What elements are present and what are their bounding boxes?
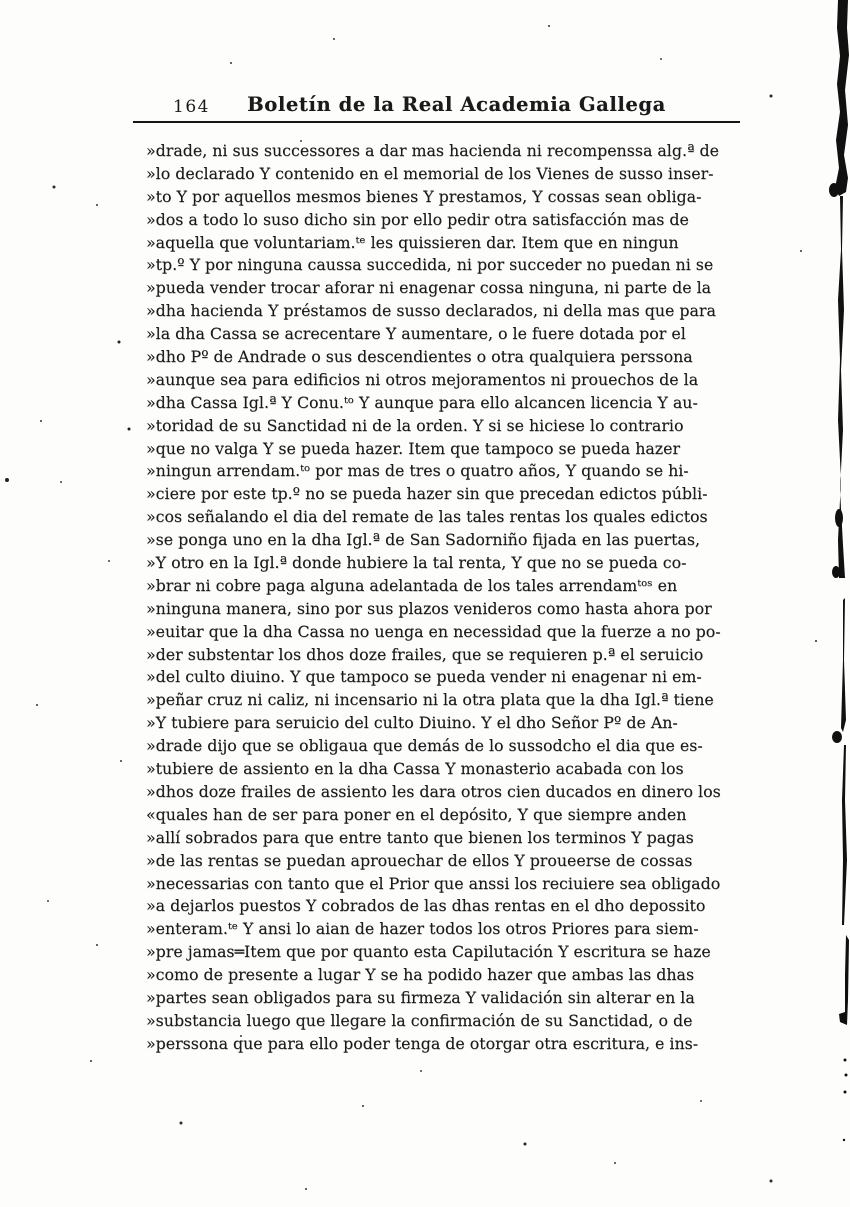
text-line: »dos a todo lo suso dicho sin por ello pedir otra satisfacción mas de (146, 209, 689, 229)
text-line: »Y otro en la Igl.ª donde hubiere la tal renta, Y que no se pueda co- (146, 553, 687, 573)
text-line: »Y tubiere para seruicio del culto Diuino. Y el dho Señor Pº de An- (146, 713, 678, 733)
text-line: »euitar que la dha Cassa no uenga en necessidad que la fuerze a no po- (146, 621, 721, 641)
text-line: »lo declarado Y contenido en el memorial de los Vienes de susso inser- (146, 163, 714, 183)
text-line: »pre jamas═Item que por quanto esta Capilutación Y escritura se haze (146, 942, 711, 962)
text-line: »allí sobrados para que entre tanto que bienen los terminos Y pagas (146, 827, 694, 847)
text-line: »drade dijo que se obligaua que demás de lo sussodcho el dia que es- (146, 736, 703, 756)
text-line: »del culto diuino. Y que tampoco se pueda vender ni enagenar ni em- (146, 667, 702, 687)
page-header (133, 93, 740, 121)
binding-edge-artifact (826, 0, 850, 1207)
text-line: »cos señalando el dia del remate de las tales rentas los quales edictos (146, 507, 708, 527)
text-line: »dha hacienda Y préstamos de susso declarados, ni della mas que para (146, 301, 716, 321)
text-line: »der substentar los dhos doze frailes, que se requieren p.ª el seruicio (146, 644, 704, 664)
text-line: »dhos doze frailes de assiento les dara otros cien ducados en dinero los (146, 781, 721, 801)
text-line: »drade, ni sus successores a dar mas hacienda ni recompenssa alg.ª de (146, 141, 719, 160)
text-line: »que no valga Y se pueda hazer. Item que tampoco se pueda hazer (146, 438, 681, 458)
text-line: »tubiere de assiento en la dha Cassa Y monasterio acabada con los (146, 759, 684, 779)
text-line: »brar ni cobre paga alguna adelantada de los tales arrendamᵗᵒˢ en (146, 575, 678, 595)
text-line: »toridad de su Sanctidad ni de la orden. Y si se hiciese lo contrario (146, 415, 684, 435)
text-line: »peñar cruz ni caliz, ni incensario ni la otra plata que la dha Igl.ª tiene (146, 690, 714, 710)
text-line: »ningun arrendam.ᵗᵒ por mas de tres o quatro años, Y quando se hi- (146, 461, 689, 481)
text-line: »de las rentas se puedan aprouechar de ellos Y proueerse de cossas (146, 850, 693, 870)
text-line: »dha Cassa Igl.ª Y Conu.ᵗᵒ Y aunque para ello alcancen licencia Y au- (146, 392, 698, 412)
scan-noise-specks (0, 0, 2, 2)
page-number: 164 (173, 97, 210, 117)
text-line: »tp.º Y por ninguna caussa succedida, ni por succeder no puedan ni se (146, 255, 714, 275)
text-line: »como de presente a lugar Y se ha podido hazer que ambas las dhas (146, 965, 695, 985)
header-title: Boletín de la Real Academia Gallega (247, 93, 666, 116)
text-line: »necessarias con tanto que el Prior que anssi los reciuiere sea obligado (146, 873, 721, 893)
text-line: »a dejarlos puestos Y cobrados de las dhas rentas en el dho depossito (146, 896, 706, 916)
text-line: »to Y por aquellos mesmos bienes Y prestamos, Y cossas sean obliga- (146, 186, 702, 206)
text-line: »la dha Cassa se acrecentare Y aumentare, o le fuere dotada por el (146, 324, 686, 344)
text-line: »substancia luego que llegare la confirmación de su Sanctidad, o de (146, 1010, 693, 1030)
text-line: »partes sean obligados para su firmeza Y validación sin alterar en la (146, 987, 695, 1007)
header-rule (133, 121, 740, 123)
text-line: »aquella que voluntariam.ᵗᵉ les quissieren dar. Item que en ningun (146, 232, 679, 252)
text-line: »se ponga uno en la dha Igl.ª de San Sadorniño fijada en las puertas, (146, 530, 700, 550)
text-line: »dho Pº de Andrade o sus descendientes o otra qualquiera perssona (146, 347, 693, 367)
body-text (146, 140, 738, 1056)
text-line: »ciere por este tp.º no se pueda hazer sin que precedan edictos públi- (146, 484, 708, 504)
text-line: »perssona que para ello poder tenga de otorgar otra escritura, e ins- (146, 1033, 699, 1053)
text-line: »aunque sea para edificios ni otros mejoramentos ni prouechos de la (146, 369, 699, 389)
text-line: »enteram.ᵗᵉ Y ansi lo aian de hazer todos los otros Priores para siem- (146, 919, 699, 939)
text-line: »ninguna manera, sino por sus plazos venideros como hasta ahora por (146, 598, 712, 618)
text-line: »pueda vender trocar aforar ni enagenar cossa ninguna, ni parte de la (146, 278, 712, 298)
text-line: «quales han de ser para poner en el depósito, Y que siempre anden (146, 804, 687, 824)
